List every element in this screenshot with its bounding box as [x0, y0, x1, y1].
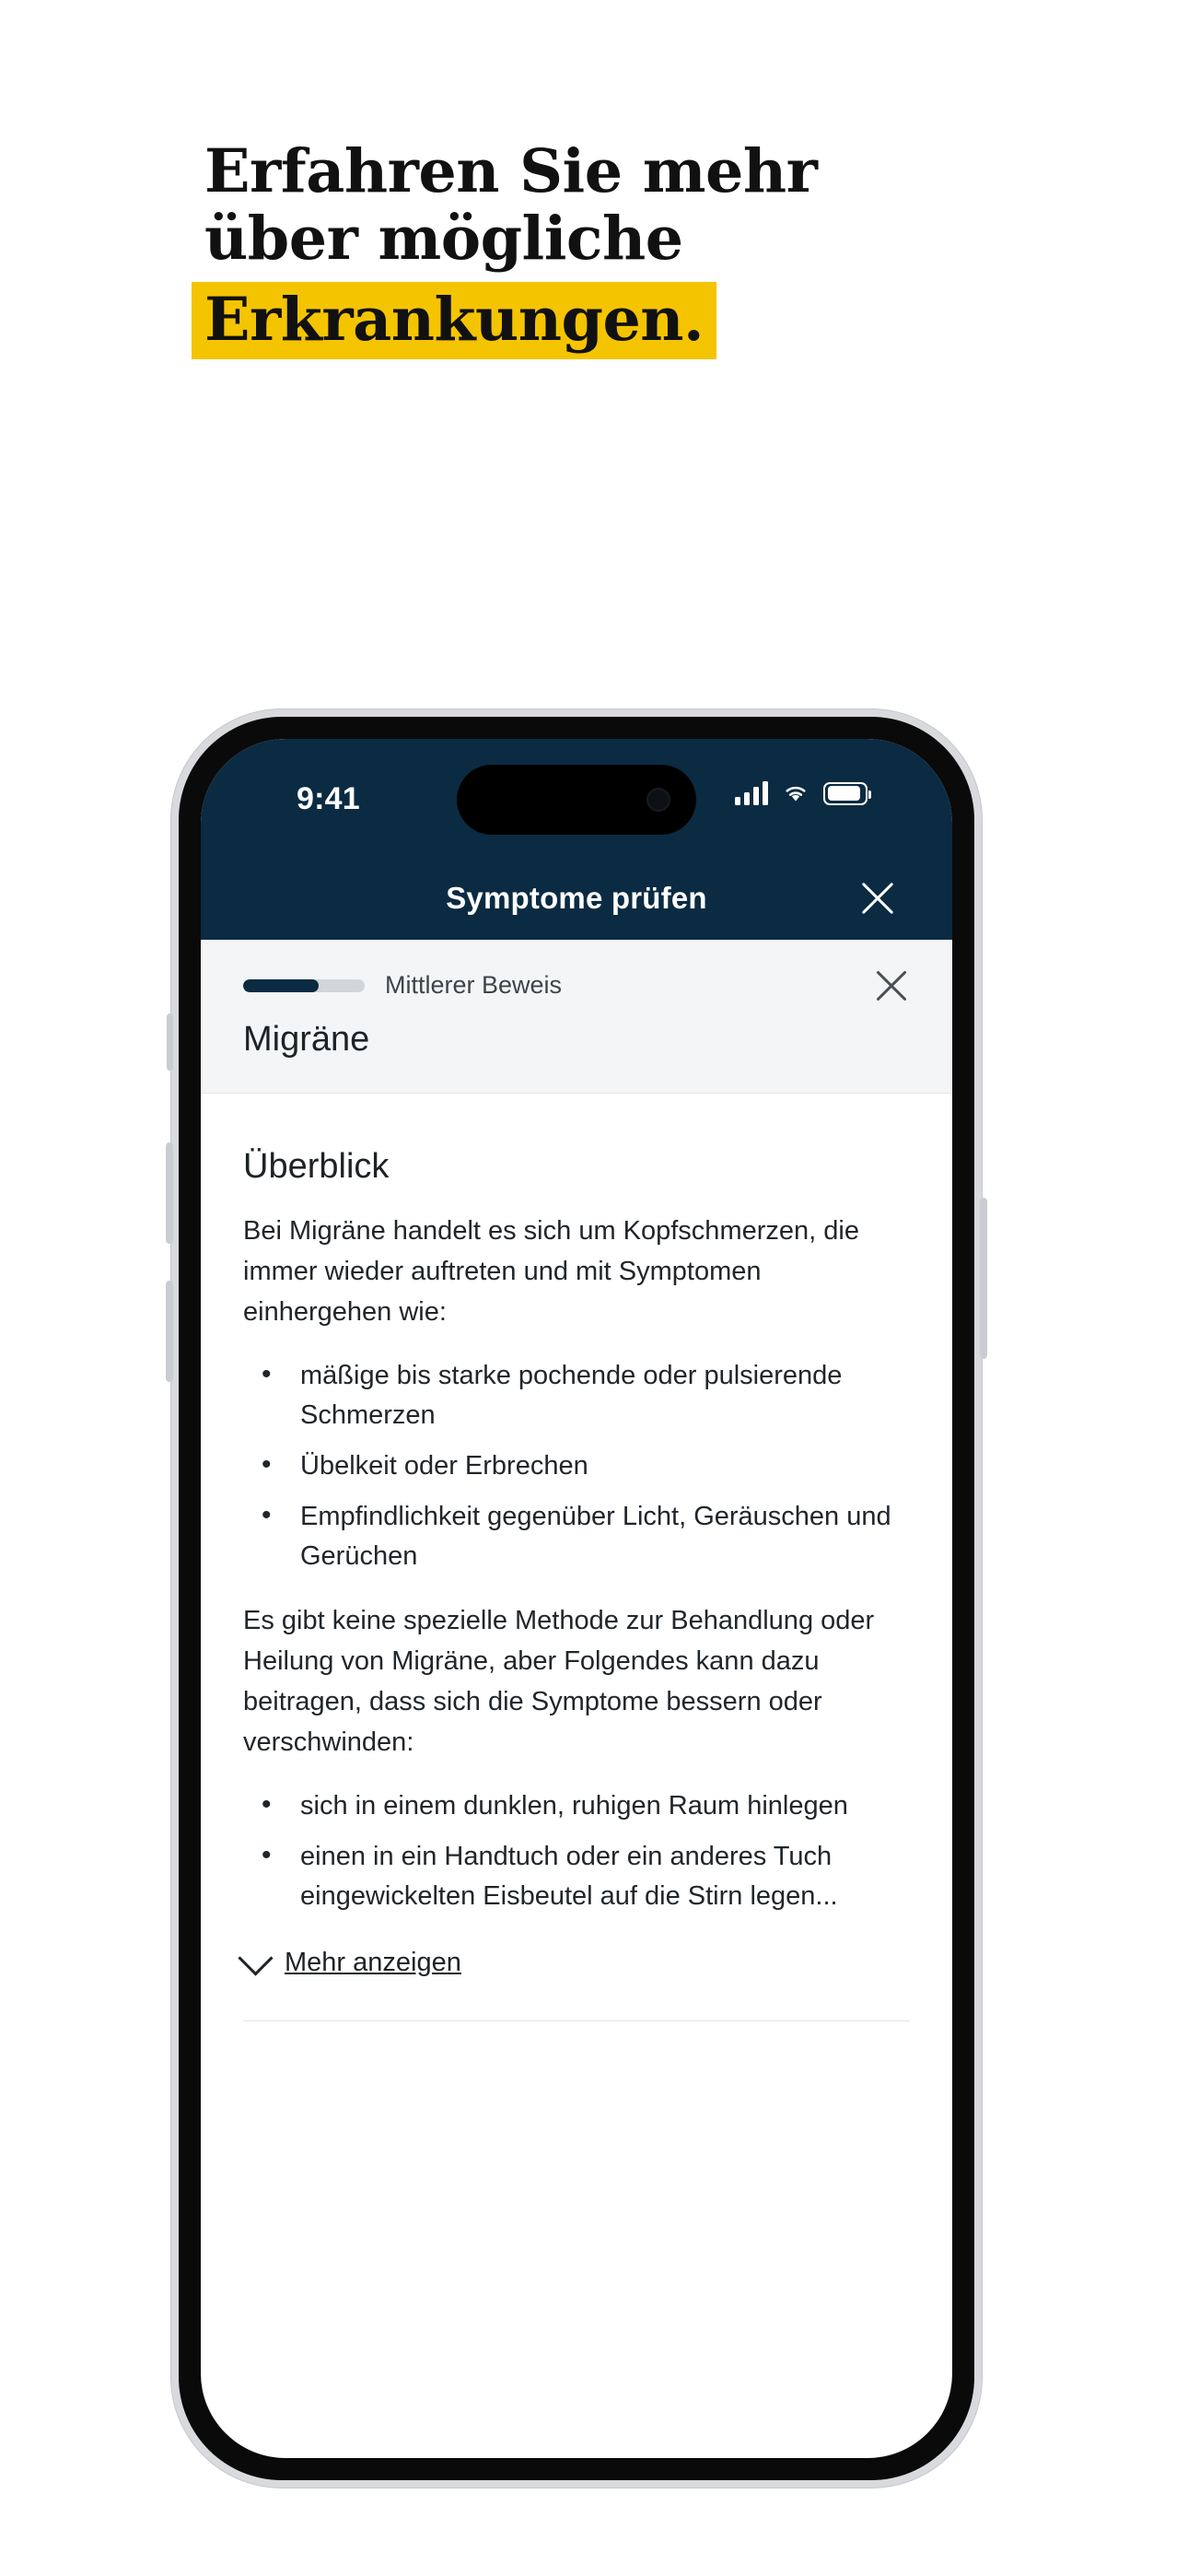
phone-mockup — [171, 709, 982, 2488]
evidence-row — [243, 971, 910, 1000]
front-camera-icon — [646, 788, 670, 812]
silent-switch[interactable] — [167, 1013, 173, 1071]
chevron-down-icon — [238, 1940, 273, 1975]
list-item: • mäßige bis starke pochende oder pulsierende Schmerzen — [243, 1356, 910, 1435]
battery-icon — [823, 782, 868, 805]
headline-highlight: Erkrankungen. — [192, 282, 716, 360]
show-more-label: Mehr anzeigen — [285, 1947, 461, 1977]
phone-bezel — [179, 717, 974, 2480]
show-more-button[interactable] — [243, 1948, 910, 1978]
page-headline — [204, 138, 1033, 359]
close-icon — [856, 877, 899, 919]
app-nav-bar — [201, 861, 952, 940]
app-title: Symptome prüfen — [446, 881, 707, 915]
close-button[interactable] — [856, 877, 899, 919]
list-item: • Empfindlichkeit gegenüber Licht, Geräuschen und Gerüchen — [243, 1497, 910, 1576]
signal-bars-icon — [735, 781, 768, 805]
status-bar — [201, 739, 952, 861]
phone-frame — [171, 709, 982, 2488]
card-close-button[interactable] — [871, 966, 912, 1006]
list-item: • einen in ein Handtuch oder ein anderes Tuch eingewickelten Eisbeutel auf die Stirn legen... — [243, 1837, 910, 1916]
overview-paragraph-2: Es gibt keine spezielle Methode zur Behandlung oder Heilung von Migräne, aber Folgendes kann dazu beitragen, dass sich die Symptome bessern oder verschwinden: — [243, 1605, 875, 1757]
volume-down-button[interactable] — [166, 1281, 173, 1382]
overview-paragraph-1: Bei Migräne handelt es sich um Kopfschmerzen, die immer wieder auftreten und mit Symptomen einhergehen wie: — [243, 1216, 859, 1328]
headline-line-1: Erfahren Sie mehr — [204, 136, 818, 206]
headline-line-2: über mögliche — [204, 203, 683, 274]
list-item: • Übelkeit oder Erbrechen — [243, 1446, 910, 1486]
treatment-list — [243, 1786, 910, 1916]
status-time: 9:41 — [297, 781, 360, 816]
section-title-overview: Überblick — [243, 1147, 390, 1186]
content-divider — [243, 2020, 910, 2021]
condition-title: Migräne — [243, 1020, 370, 1059]
close-icon — [871, 966, 912, 1006]
list-item: • sich in einem dunklen, ruhigen Raum hinlegen — [243, 1786, 910, 1826]
phone-screen — [201, 739, 952, 2458]
dynamic-island — [457, 765, 696, 835]
symptom-list — [243, 1356, 910, 1576]
condition-card-header — [201, 940, 952, 1094]
headline-line-3 — [204, 273, 1033, 360]
evidence-meter — [243, 979, 365, 992]
condition-content — [201, 1094, 952, 2021]
power-button[interactable] — [980, 1198, 987, 1359]
status-indicators — [735, 781, 868, 805]
evidence-label: Mittlerer Beweis — [385, 971, 563, 999]
wifi-icon — [781, 782, 810, 804]
volume-up-button[interactable] — [166, 1142, 173, 1244]
